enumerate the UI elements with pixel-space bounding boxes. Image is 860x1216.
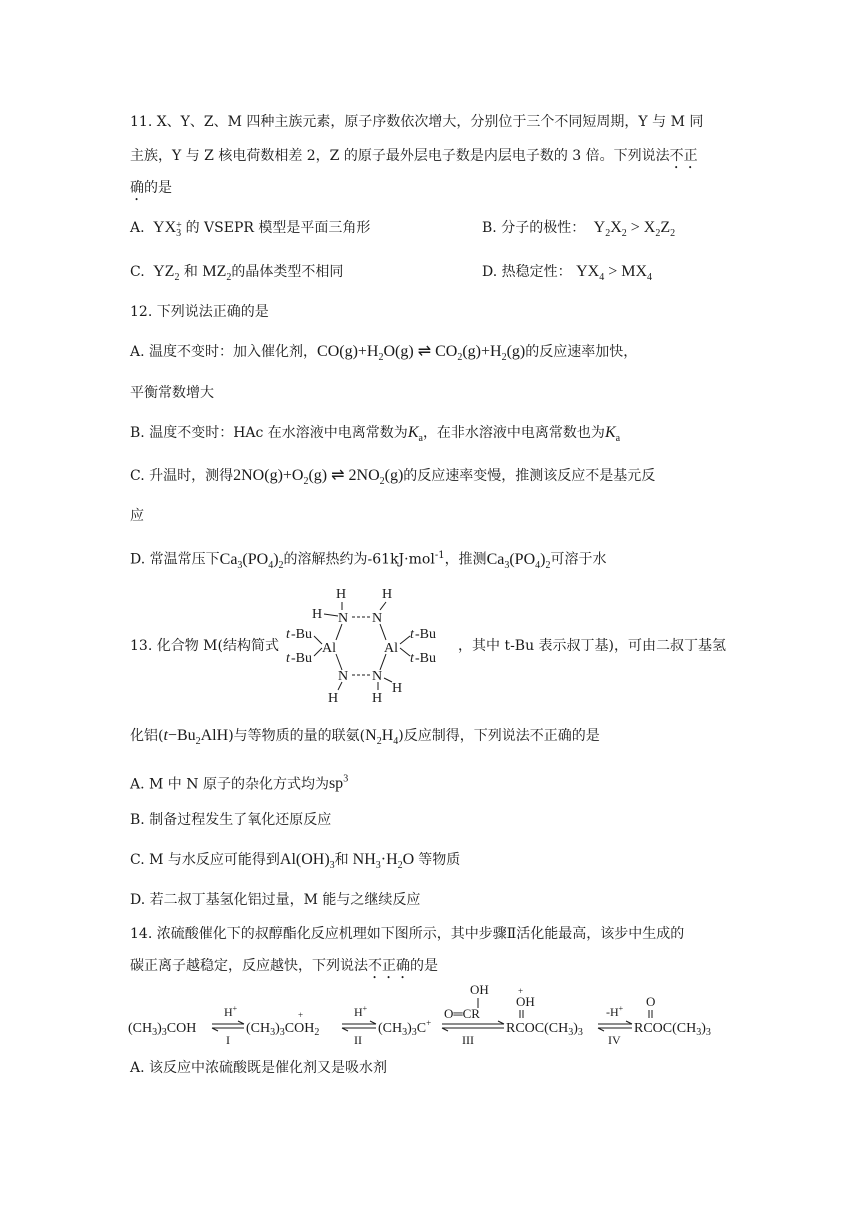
svg-text:N: N — [372, 669, 383, 684]
svg-text:OH: OH — [470, 982, 489, 997]
svg-text:+: + — [518, 986, 524, 996]
svg-text:+: + — [298, 1010, 304, 1020]
svg-text:OH: OH — [516, 994, 535, 1009]
svg-text:RCOC(CH3)3: $RCOC(CH_3)_3$ — [506, 1021, 583, 1038]
svg-text:(CH3)3COH2: $(CH_3)_3COH_2$ — [246, 1021, 320, 1038]
svg-text:IV: IV — [608, 1033, 621, 1047]
q13-stem-line2: 化铝$(t-Bu_2AlH)$与等物质的量的联氨$(N_2H_4)$反应制得，下列说法不正确的是 — [130, 727, 600, 748]
q11-option-a: A. YX $_{+ 3}$ 的 VSEPR 模型是平面三角形 — [130, 219, 371, 240]
q14-option-a: A. 该反应中浓硫酸既是催化剂又是吸水剂 — [130, 1060, 388, 1076]
formula: YX $_{+ 3}$ — [149, 219, 182, 240]
formula: $N_2H_4$ — [365, 727, 399, 748]
emphasis-text: 不正 — [669, 148, 698, 164]
svg-text:-Bu: -Bu — [415, 651, 436, 666]
q11-option-d: D. 热稳定性： $YX_4 > MX_4$ — [482, 263, 653, 284]
q12-option-a: A. 温度不变时：加入催化剂，$CO(g)+H_2O(g)$ ⇌ $CO_2(g)+H_2(g)$的反应速率加快， — [130, 343, 638, 364]
svg-text:H: H — [312, 607, 323, 622]
q13-option-b: B. 制备过程发生了氧化还原反应 — [130, 812, 332, 828]
formula: $YZ_2$ — [149, 263, 180, 284]
q13-option-d: D. 若二叔丁基氢化铝过量，M 能与之继续反应 — [130, 892, 421, 908]
svg-text:H: H — [392, 681, 403, 696]
q14-stem-line1: 14. 浓硫酸催化下的叔醇酯化反应机理如下图所示，其中步骤Ⅱ活化能最高，该步中生成的 — [130, 926, 685, 942]
svg-text:-Bu: -Bu — [291, 651, 312, 666]
q12-option-a-line2: 平衡常数增大 — [130, 385, 214, 401]
svg-text:t: t — [410, 651, 414, 666]
formula: $Ca_3(PO_4)_2$ — [219, 550, 284, 571]
q12-stem: 12. 下列说法正确的是 — [130, 304, 269, 320]
q12-option-c-line2: 应 — [130, 508, 144, 524]
formula: $Y_2X_2 > X_2Z_2$ — [589, 219, 676, 240]
svg-text:H: H — [372, 691, 383, 706]
svg-text:III: III — [462, 1033, 474, 1047]
svg-text:II: II — [354, 1033, 362, 1047]
svg-text:H+: H+ — [224, 1004, 238, 1019]
svg-text:N: N — [338, 611, 349, 626]
formula: $2NO(g)+O_2(g)$ ⇌ $2NO_2(g)$ — [233, 467, 404, 488]
q14-stem-line2: 碳正离子越稳定，反应越快，下列说法不正确的是 — [130, 958, 438, 974]
svg-text:-H+: -H+ — [606, 1004, 624, 1019]
q13-stem-continued: ，其中 t-Bu 表示叔丁基)，可由二叔丁基氢 — [458, 638, 727, 654]
svg-text:t: t — [286, 627, 290, 642]
emphasis-text: 确 — [130, 180, 144, 196]
q13-stem: 13. 化合物 M(结构简式 — [130, 638, 279, 654]
formula: $K_a$ — [407, 424, 423, 445]
svg-text:t: t — [410, 627, 414, 642]
svg-text:Al: Al — [322, 641, 336, 656]
svg-text:H: H — [336, 587, 347, 602]
q13-option-a: A. M 中 N 原子的杂化方式均为$sp^3$ — [130, 774, 349, 793]
esterification-mechanism-scheme — [128, 980, 728, 1050]
q11-option-b: B. 分子的极性： $Y_2X_2 > X_2Z_2$ — [482, 219, 676, 240]
q12-option-c: C. 升温时，测得$2NO(g)+O_2(g)$ ⇌ $2NO_2(g)$的反应速率变慢，推测该反应不是基元反 — [130, 467, 656, 488]
svg-text:I: I — [226, 1033, 230, 1047]
formula: $Al(OH)_3$ — [279, 851, 335, 872]
svg-text:H+: H+ — [354, 1004, 368, 1019]
svg-text:O═CR: O═CR — [444, 1006, 480, 1021]
formula: $CO(g)+H_2O(g)$ ⇌ $CO_2(g)+H_2(g)$ — [317, 343, 526, 364]
formula: $sp^3$ — [328, 774, 349, 793]
q11-option-c: C. $YZ_2$ 和 $MZ_2$的晶体类型不相同 — [130, 263, 344, 284]
svg-text:(CH3)3C+: $(CH_3)_3C^+$ — [378, 1018, 432, 1038]
q11-stem-line3: 确的是 — [130, 180, 172, 196]
svg-text:N: N — [338, 669, 349, 684]
svg-text:H: H — [328, 691, 339, 706]
svg-text:(CH3)3COH: $(CH_3)_3COH$ — [128, 1021, 197, 1038]
q11-stem-line1: 11. X、Y、Z、M 四种主族元素，原子序数依次增大，分别位于三个不同短周期，Y 与 M 同 — [130, 114, 704, 130]
svg-text:Al: Al — [384, 641, 398, 656]
q13-option-c: C. M 与水反应可能得到$Al(OH)_3$和 $NH_3\cdot H_2O$ 等物质 — [130, 851, 461, 872]
compound-m-structure — [280, 582, 460, 706]
formula: $NH_3\cdot H_2O$ — [348, 851, 419, 872]
formula: $K_a$ — [604, 424, 621, 445]
svg-text:N: N — [372, 611, 383, 626]
formula: $Ca_3(PO_4)_2$ — [486, 550, 551, 571]
emphasis-text: 不正确 — [368, 958, 410, 974]
formula: $t-Bu_2AlH$ — [163, 727, 229, 748]
svg-text:-Bu: -Bu — [291, 627, 312, 642]
q12-option-b: B. 温度不变时：HAc 在水溶液中电离常数为$K_a$，在非水溶液中电离常数也为$K_a$ — [130, 424, 621, 445]
svg-text:H: H — [382, 587, 393, 602]
svg-text:O: O — [646, 994, 656, 1009]
formula: $MZ_2$ — [202, 263, 232, 284]
svg-text:-Bu: -Bu — [415, 627, 436, 642]
svg-text:t: t — [286, 651, 290, 666]
q12-option-d: D. 常温常压下$Ca_3(PO_4)_2$的溶解热约为-61kJ·mol$^{-1}$，推测$Ca_3(PO_4)_2$可溶于水 — [130, 550, 607, 571]
svg-text:RCOC(CH3)3: $RCOC(CH_3)_3$ — [634, 1021, 711, 1038]
formula: $YX_4 > MX_4$ — [576, 263, 653, 284]
q11-stem-line2: 主族，Y 与 Z 核电荷数相差 2，Z 的原子最外层电子数是内层电子数的 3 倍。下列说法不正 — [130, 148, 698, 164]
